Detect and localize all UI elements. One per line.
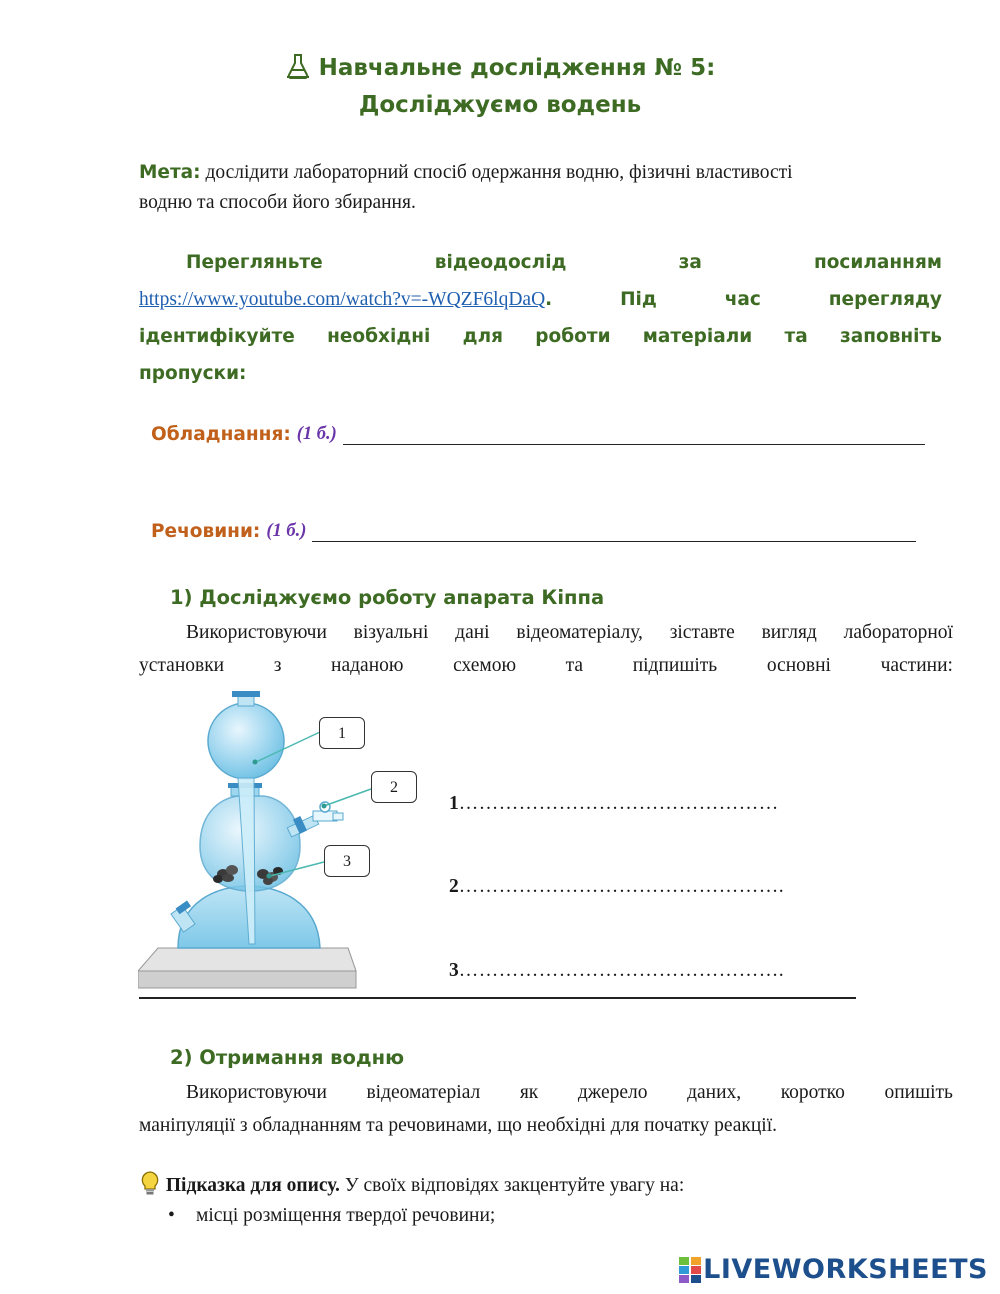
answer-1[interactable]: 1………………………………………… xyxy=(449,793,779,814)
substances-points: (1 б.) xyxy=(266,521,307,541)
instructions-paragraph xyxy=(139,244,942,392)
substances-label: Речовини: xyxy=(151,521,261,542)
hint-line xyxy=(139,1170,684,1197)
equipment-label: Обладнання: xyxy=(151,424,291,445)
liveworksheets-logo-icon xyxy=(679,1257,701,1283)
top-funnel xyxy=(208,703,284,779)
substances-field-row xyxy=(151,521,916,542)
answer-2[interactable]: 2…………………………………………. xyxy=(449,876,785,897)
instructions-line-2: https://www.youtube.com/watch?v=-WQZF6lqDaQ. Під час перегляду xyxy=(139,289,942,310)
equipment-field-row xyxy=(151,424,925,445)
substances-input[interactable] xyxy=(312,523,916,542)
liveworksheets-logo: LIVEWORKSHEETS xyxy=(679,1254,988,1285)
page-title xyxy=(0,50,1000,124)
lab-flask-icon xyxy=(285,53,311,79)
callout-1: 1 xyxy=(319,717,365,749)
title-line-2: Досліджуємо водень xyxy=(358,92,642,118)
callout-3: 3 xyxy=(324,845,370,877)
lightbulb-icon xyxy=(139,1170,161,1196)
goal-label: Мета: xyxy=(139,162,201,183)
hint-label: Підказка для опису. xyxy=(165,1175,340,1196)
hint-bullet-1: • місці розміщення твердої речовини; xyxy=(168,1205,496,1226)
instructions-line-1: Перегляньте відеодослід за посиланням xyxy=(186,252,942,273)
answer-3[interactable]: 3…………………………………………. xyxy=(449,960,785,981)
section-divider xyxy=(139,997,856,999)
section-1-heading: 1) Досліджуємо роботу апарата Кіппа xyxy=(170,586,605,609)
hint-text: У своїх відповідях закцентуйте увагу на: xyxy=(344,1175,685,1196)
section-1-text: Використовуючи візуальні дані відеоматеріалу, зіставте вигляд лабораторної установки з наданою схемою та підпишіть основні частини: xyxy=(139,622,953,676)
equipment-input[interactable] xyxy=(343,426,925,445)
instructions-line-4: пропуски: xyxy=(139,363,247,384)
goal-text-1: дослідити лабораторний спосіб одержання водню, фізичні властивості xyxy=(205,162,793,183)
instructions-line-3: ідентифікуйте необхідні для роботи матеріали та заповніть xyxy=(139,326,942,347)
title-line-1: Навчальне дослідження № 5: xyxy=(318,55,716,81)
equipment-points: (1 б.) xyxy=(296,424,337,444)
section-2-text: Використовуючи відеоматеріал як джерело даних, коротко опишіть маніпуляції з обладнанням та речовинами, що необхідні для початку реакції. xyxy=(139,1082,953,1136)
goal-paragraph xyxy=(139,158,929,218)
kipp-apparatus-diagram xyxy=(138,686,438,996)
goal-text-2: водню та способи його збирання. xyxy=(139,192,416,213)
video-link[interactable]: https://www.youtube.com/watch?v=-WQZF6lqDaQ xyxy=(139,289,546,310)
section-2-heading: 2) Отримання водню xyxy=(170,1046,405,1069)
callout-2: 2 xyxy=(371,771,417,803)
